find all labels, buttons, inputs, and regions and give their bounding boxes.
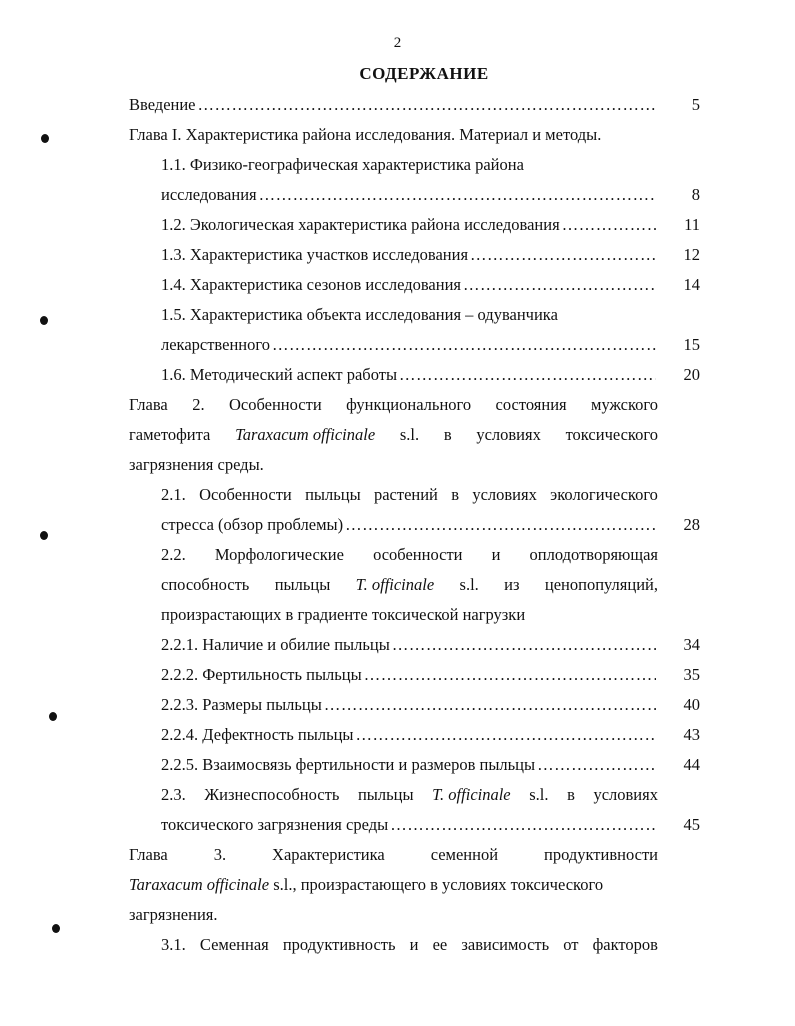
toc-entry-2-3-line1 (161, 784, 658, 806)
word: и (409, 935, 419, 954)
toc-label: 2.2.1. Наличие и обилие пыльцы (161, 635, 390, 654)
leader-dots (364, 664, 656, 686)
word: ценопопуляций, (544, 575, 658, 594)
word: пыльцы (305, 485, 361, 504)
toc-page: 28 (683, 515, 700, 534)
word: Глава (129, 845, 168, 864)
toc-entry-1-5 (161, 334, 658, 356)
word: из (504, 575, 520, 594)
toc-page: 8 (691, 185, 700, 204)
toc-page: 20 (683, 365, 700, 384)
word: в (451, 485, 459, 504)
chapter-2-heading-line1 (129, 394, 658, 416)
toc-entry-1-1-line1: 1.1. Физико-географическая характеристика района (161, 155, 524, 174)
word: Морфологические (214, 545, 344, 564)
toc-label: 1.3. Характеристика участков исследования (161, 245, 469, 264)
punch-hole-mark (41, 134, 49, 143)
toc-entry-1-3 (161, 244, 658, 266)
toc-label: Введение (129, 95, 196, 114)
toc-label: лекарственного (161, 335, 270, 354)
toc-entry-2-2-1 (161, 634, 658, 656)
toc-label: 2.2.4. Дефектность пыльцы (161, 725, 354, 744)
chapter-1-heading: Глава I. Характеристика района исследования. Материал и методы. (129, 125, 602, 144)
word: пыльцы (274, 575, 331, 594)
toc-entry-1-5-line1: 1.5. Характеристика объекта исследования – одуванчика (161, 305, 558, 324)
word: s.l. (399, 425, 420, 444)
word: экологического (550, 485, 658, 504)
toc-label: исследования (161, 185, 257, 204)
word: пыльцы (357, 785, 414, 804)
leader-dots (345, 514, 656, 536)
word: Особенности (228, 395, 322, 414)
word: 3.1. (161, 935, 186, 954)
word: продуктивности (544, 845, 658, 864)
word: и (491, 545, 501, 564)
word: факторов (592, 935, 658, 954)
toc-entry-intro (129, 94, 658, 116)
word: функционального (346, 395, 472, 414)
toc-page: 34 (683, 635, 700, 654)
toc-page: 43 (683, 725, 700, 744)
leader-dots (390, 814, 656, 836)
toc-page: 40 (683, 695, 700, 714)
word: s.l. (529, 785, 549, 804)
word: Глава (129, 395, 168, 414)
word: s.l., произрастающего в условиях токсического (269, 875, 604, 894)
word: 3. (213, 845, 227, 864)
word: 2.3. (161, 785, 186, 804)
toc-page: 44 (683, 755, 700, 774)
toc-page: 11 (684, 215, 700, 234)
word: оплодотворяющая (529, 545, 658, 564)
toc-label: 2.2.3. Размеры пыльцы (161, 695, 322, 714)
word: зависимость (461, 935, 550, 954)
page-number: 2 (393, 35, 402, 51)
leader-dots (259, 184, 656, 206)
toc-entry-2-2-3 (161, 694, 658, 716)
toc-label: 2.2.2. Фертильность пыльцы (161, 665, 362, 684)
word: в (443, 425, 452, 444)
toc-entry-2-3 (161, 814, 658, 836)
species-name: Taraxacum officinale (235, 425, 376, 444)
leader-dots (537, 754, 656, 776)
punch-hole-mark (52, 924, 60, 933)
word: от (563, 935, 579, 954)
chapter-3-heading-line2 (129, 874, 603, 896)
word: способность (161, 575, 250, 594)
toc-label: 1.4. Характеристика сезонов исследования (161, 275, 462, 294)
word: мужского (591, 395, 658, 414)
toc-entry-1-6 (161, 364, 658, 386)
punch-hole-mark (49, 712, 57, 721)
punch-hole-mark (40, 531, 48, 540)
word: особенности (373, 545, 463, 564)
toc-page: 12 (683, 245, 700, 264)
toc-entry-1-4 (161, 274, 658, 296)
leader-dots (562, 214, 656, 236)
toc-entry-2-2-line2 (161, 574, 658, 596)
leader-dots (392, 634, 656, 656)
toc-label: токсического загрязнения среды (161, 815, 389, 834)
word: Характеристика (272, 845, 385, 864)
word: растений (373, 485, 438, 504)
toc-entry-2-2-line1 (161, 544, 658, 566)
word: гаметофита (129, 425, 211, 444)
chapter-2-heading-line3: загрязнения среды. (129, 455, 264, 474)
toc-entry-2-2-2 (161, 664, 658, 686)
leader-dots (470, 244, 656, 266)
word: s.l. (459, 575, 479, 594)
word: 2.1. (161, 485, 186, 504)
toc-page: 45 (683, 815, 700, 834)
word: Жизнеспособность (204, 785, 340, 804)
toc-entry-2-2-line3: произрастающих в градиенте токсической нагрузки (161, 605, 526, 624)
species-name: T. officinale (432, 785, 511, 804)
word: условиях (476, 425, 541, 444)
word: семенной (430, 845, 499, 864)
toc-entry-2-2-4 (161, 724, 658, 746)
word: 2. (192, 395, 205, 414)
toc-page: 5 (691, 95, 700, 114)
toc-entry-2-1-line1 (161, 484, 658, 506)
species-name: T. officinale (355, 575, 435, 594)
toc-label: 1.6. Методический аспект работы (161, 365, 398, 384)
leader-dots (324, 694, 656, 716)
word: 2.2. (161, 545, 186, 564)
leader-dots (272, 334, 656, 356)
toc-label: 1.2. Экологическая характеристика района исследования (161, 215, 560, 234)
toc-label: стресса (обзор проблемы) (161, 515, 344, 534)
word: токсического (565, 425, 658, 444)
chapter-3-heading-line3: загрязнения. (129, 905, 218, 924)
leader-dots (399, 364, 656, 386)
word: Семенная (199, 935, 269, 954)
toc-entry-3-1-line1 (161, 934, 658, 956)
word: условиях (593, 785, 658, 804)
toc-entry-2-1 (161, 514, 658, 536)
word: в (567, 785, 575, 804)
toc-entry-1-2 (161, 214, 658, 236)
toc-entry-1-1 (161, 184, 658, 206)
word: состояния (495, 395, 567, 414)
word: условиях (472, 485, 537, 504)
word: ее (432, 935, 448, 954)
toc-page: 35 (683, 665, 700, 684)
toc-label: 2.2.5. Взаимосвязь фертильности и размеров пыльцы (161, 755, 536, 774)
chapter-2-heading-line2 (129, 424, 658, 446)
leader-dots (198, 94, 656, 116)
page-title: СОДЕРЖАНИЕ (359, 64, 489, 83)
toc-entry-2-2-5 (161, 754, 658, 776)
word: Особенности (199, 485, 292, 504)
leader-dots (356, 724, 656, 746)
punch-hole-mark (40, 316, 48, 325)
word: продуктивность (282, 935, 396, 954)
species-name: Taraxacum officinale (129, 875, 270, 894)
chapter-3-heading-line1 (129, 844, 658, 866)
toc-page: 15 (683, 335, 700, 354)
leader-dots (463, 274, 656, 296)
toc-page: 14 (683, 275, 700, 294)
